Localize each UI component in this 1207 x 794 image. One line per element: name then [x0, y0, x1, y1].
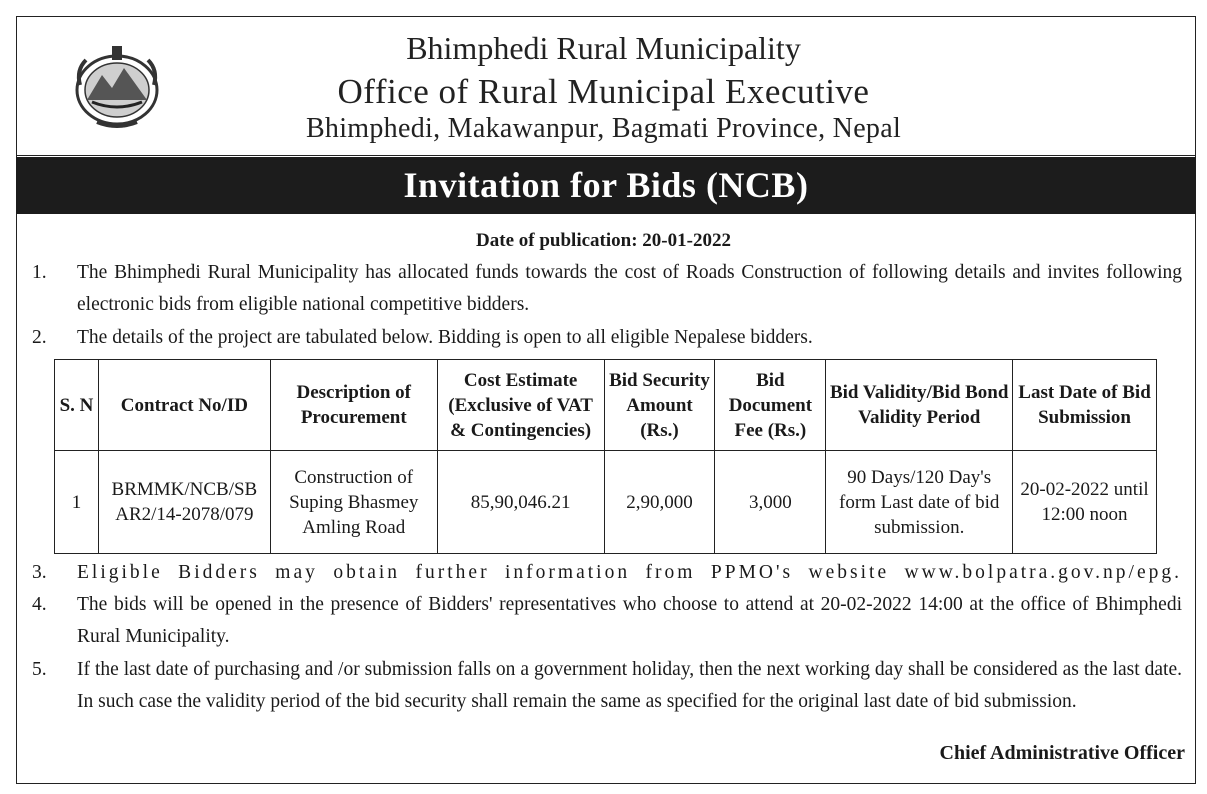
- notice-title-banner: Invitation for Bids (NCB): [16, 157, 1196, 214]
- bid-details-table: [54, 359, 1157, 554]
- header-cost: Cost Estimate (Exclusive of VAT & Contingencies): [437, 360, 604, 451]
- cell-description: Construction of Suping Bhasmey Amling Road: [270, 451, 437, 554]
- paragraph-text: If the last date of purchasing and /or submission falls on a government holiday, then the next working day shall be considered as the last date. In such case the validity period of the bid security shall remain the same as specified for the original last date of bid submission.: [77, 659, 1182, 712]
- publication-date: Date of publication: 20-01-2022: [476, 230, 731, 251]
- paragraph-number: 4.: [32, 594, 47, 615]
- cell-lastdate: 20-02-2022 until 12:00 noon: [1013, 451, 1157, 554]
- header-lastdate: Last Date of Bid Submission: [1013, 360, 1157, 451]
- table-header-row: [55, 360, 1157, 451]
- cell-security: 2,90,000: [604, 451, 715, 554]
- header-fee: Bid Document Fee (Rs.): [715, 360, 826, 451]
- signatory-title: Chief Administrative Officer: [939, 742, 1185, 764]
- paragraph-text: The details of the project are tabulated below. Bidding is open to all eligible Nepalese bidders.: [77, 327, 813, 348]
- paragraph-text: The bids will be opened in the presence of Bidders' representatives who choose to attend at 20-02-2022 14:00 at the office of Bhimphedi Rural Municipality.: [77, 594, 1182, 647]
- paragraph-number: 5.: [32, 659, 47, 680]
- municipality-name: Bhimphedi Rural Municipality: [406, 30, 801, 66]
- paragraph-text: The Bhimphedi Rural Municipality has allocated funds towards the cost of Roads Construction of following details and invites following electronic bids from eligible national competitive bidders.: [77, 262, 1182, 315]
- cell-fee: 3,000: [715, 451, 826, 554]
- header-validity: Bid Validity/Bid Bond Validity Period: [826, 360, 1013, 451]
- header-description: Description of Procurement: [270, 360, 437, 451]
- paragraph-number: 3.: [32, 562, 47, 583]
- paragraph-number: 1.: [32, 262, 47, 283]
- cell-cost: 85,90,046.21: [437, 451, 604, 554]
- header-divider: [16, 155, 1196, 156]
- office-address: Bhimphedi, Makawanpur, Bagmati Province, Nepal: [305, 113, 902, 144]
- cell-contract: BRMMK/NCB/SB AR2/14-2078/079: [98, 451, 270, 554]
- paragraph-text: Eligible Bidders may obtain further information from PPMO's website www.bolpatra.gov.np/epg.: [77, 562, 1182, 583]
- header-sn: S. N: [55, 360, 99, 451]
- header-contract: Contract No/ID: [98, 360, 270, 451]
- cell-sn: 1: [55, 451, 99, 554]
- header-security: Bid Security Amount (Rs.): [604, 360, 715, 451]
- paragraph-number: 2.: [32, 327, 47, 348]
- table-row: [55, 451, 1157, 554]
- office-name: Office of Rural Municipal Executive: [337, 72, 870, 111]
- cell-validity: 90 Days/120 Day's form Last date of bid submission.: [826, 451, 1013, 554]
